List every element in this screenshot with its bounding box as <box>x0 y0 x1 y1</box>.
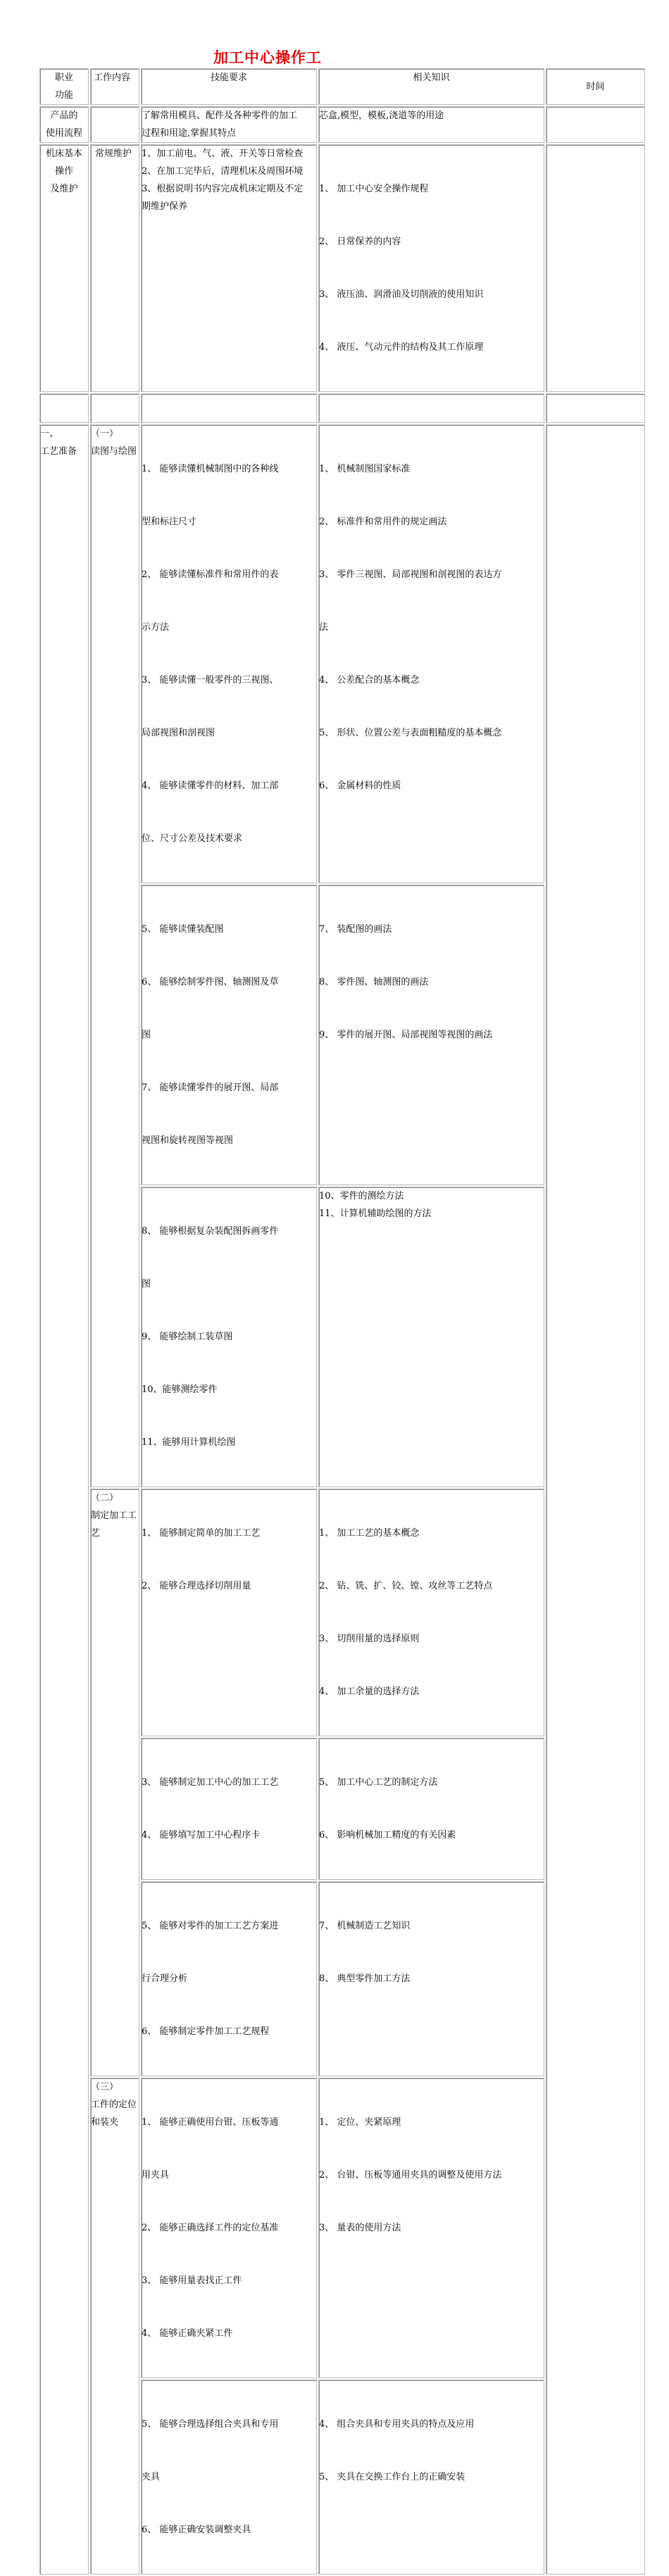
skill-line: 1、 能够正确使用台钳、压板等通 <box>142 2117 279 2128</box>
content-line: 艺 <box>91 1528 101 1539</box>
knowledge-line: 3、 液压油、润滑油及切削液的使用知识 <box>319 289 484 300</box>
knowledge-cell <box>318 106 544 143</box>
skills-cell <box>141 106 317 143</box>
knowledge-cell <box>318 2078 544 2378</box>
knowledge-line: 6、 影响机械加工精度的有关因素 <box>319 1830 456 1841</box>
content-cell <box>90 424 139 1487</box>
skill-line: 局部视图和剖视图 <box>142 728 215 738</box>
content-line: 和装夹 <box>91 2117 119 2128</box>
content-line: 制定加工工 <box>91 1510 137 1521</box>
knowledge-cell <box>318 2380 544 2575</box>
knowledge-line: 2、 台钳、压板等通用夹具的调整及使用方法 <box>319 2170 502 2180</box>
content-line: 读图与绘图 <box>91 446 137 457</box>
knowledge-line: 11、计算机辅助绘图的方法 <box>319 1208 432 1219</box>
skills-cell <box>141 1489 317 1736</box>
knowledge-line: 1、 加工工艺的基本概念 <box>319 1528 420 1539</box>
knowledge-line: 1、 机械制图国家标准 <box>319 464 411 474</box>
skill-line: 8、 能够根据复杂装配图拆画零件 <box>142 1226 279 1237</box>
skills-cell <box>141 1881 317 2076</box>
skill-line: 型和标注尺寸 <box>142 517 197 527</box>
header-function-line1: 职业 <box>54 72 73 83</box>
skill-line: 行合理分析 <box>142 1974 188 1984</box>
knowledge-line: 法 <box>319 622 329 633</box>
function-line: 机床基本 <box>45 149 82 159</box>
skill-line: 示方法 <box>142 622 170 633</box>
skills-cell <box>141 2380 317 2575</box>
skill-line: 1、 能够制定简单的加工工艺 <box>142 1528 261 1539</box>
skill-line: 3、根据说明书内容完成机床定期及不定 <box>142 184 304 194</box>
skills-cell <box>141 885 317 1185</box>
header-knowledge: 相关知识 <box>318 68 544 105</box>
function-line: 工艺准备 <box>40 446 77 457</box>
time-cell <box>546 424 645 2575</box>
skill-line: 3、 能够用量表找正工件 <box>142 2275 242 2286</box>
knowledge-cell <box>318 885 544 1185</box>
function-line: 操作 <box>54 166 73 177</box>
header-row <box>39 68 645 105</box>
knowledge-line: 7、 机械制造工艺知识 <box>319 1921 411 1931</box>
skills-cell <box>141 1187 317 1487</box>
skills-cell <box>141 424 317 883</box>
knowledge-cell <box>318 1881 544 2076</box>
function-cell <box>39 144 89 392</box>
time-cell <box>546 393 645 423</box>
knowledge-cell <box>318 393 544 423</box>
skill-line: 11、能够用计算机绘图 <box>142 1437 236 1448</box>
skill-line: 6、 能够制定零件加工工艺规程 <box>142 2026 270 2037</box>
skill-line: 5、 能够读懂装配图 <box>142 924 224 935</box>
skill-line: 图 <box>142 1279 151 1289</box>
content-line: （一） <box>91 429 119 439</box>
skill-line: 3、 能够制定加工中心的加工工艺 <box>142 1777 279 1788</box>
knowledge-line: 3、 量表的使用方法 <box>319 2223 401 2233</box>
skill-line: 6、 能够绘制零件图、轴测图及草 <box>142 977 279 987</box>
function-cell <box>39 393 89 423</box>
skill-line: 5、 能够对零件的加工工艺方案进 <box>142 1921 279 1931</box>
content-cell <box>90 1489 139 2076</box>
skill-line: 4、 能够填写加工中心程序卡 <box>142 1830 261 1841</box>
function-line: 产品的 <box>50 111 78 121</box>
knowledge-line: 8、 典型零件加工方法 <box>319 1974 411 1984</box>
function-line: 及维护 <box>50 184 78 194</box>
table-row <box>39 424 645 883</box>
function-cell <box>39 106 89 143</box>
knowledge-line: 7、 装配图的画法 <box>319 924 392 935</box>
skill-line: 4、 能够读懂零件的材料、加工部 <box>142 781 279 791</box>
knowledge-line: 3、 切削用量的选择原则 <box>319 1634 420 1644</box>
table-row-empty <box>39 393 645 423</box>
skill-line: 2、 能够读懂标准件和常用件的表 <box>142 569 279 580</box>
function-cell <box>39 424 89 2575</box>
skill-line: 1、 能够读懂机械制图中的各种线 <box>142 464 279 474</box>
content-line: （二） <box>91 1493 119 1503</box>
header-function-line2: 功能 <box>54 90 73 101</box>
content-cell: 常规维护 <box>90 144 139 392</box>
knowledge-cell <box>318 424 544 883</box>
skill-line: 期维护保养 <box>142 201 188 212</box>
skill-line: 了解常用模具、配件及各种零件的加工 <box>142 111 298 121</box>
skill-line: 1、加工前电、气、液、开关等日常检查 <box>142 149 304 159</box>
time-cell <box>546 144 645 392</box>
skill-line: 2、 能够合理选择切削用量 <box>142 1581 251 1591</box>
skill-line: 夹具 <box>142 2472 161 2482</box>
page-title: 加工中心操作工 <box>213 49 322 66</box>
skill-line: 4、 能够正确夹紧工件 <box>142 2328 233 2339</box>
skill-line: 视图和旋转视图等视图 <box>142 1135 234 1146</box>
knowledge-line: 9、 零件的展开图、局部视图等视图的画法 <box>319 1030 493 1040</box>
skill-line: 9、 能够绘制工装草图 <box>142 1332 233 1342</box>
skills-cell <box>141 1738 317 1880</box>
table-row <box>39 144 645 392</box>
skill-line: 位、尺寸公差及技术要求 <box>142 833 243 844</box>
knowledge-line: 3、 零件三视图、局部视图和剖视图的表达方 <box>319 569 502 580</box>
knowledge-line: 5、 形状、位置公差与表面粗糙度的基本概念 <box>319 728 502 738</box>
header-function <box>39 68 89 105</box>
knowledge-line: 2、 钻、铣、扩、铰、镗、攻丝等工艺特点 <box>319 1581 493 1591</box>
skill-line: 6、 能够正确安装调整夹具 <box>142 2525 251 2535</box>
content-cell <box>90 393 139 423</box>
skill-line: 2、 能够正确选择工件的定位基准 <box>142 2223 279 2233</box>
table-row <box>39 106 645 143</box>
skills-cell <box>141 144 317 392</box>
knowledge-cell <box>318 1489 544 1736</box>
skill-line: 2、在加工完毕后，清理机床及周围环境 <box>142 166 304 177</box>
header-work-content: 工作内容 <box>90 68 139 105</box>
skill-line: 5、 能够合理选择组合夹具和专用 <box>142 2419 279 2430</box>
skill-line: 3、 能够读懂一般零件的三视图、 <box>142 675 279 686</box>
content-cell <box>90 106 139 143</box>
knowledge-line: 5、 夹具在交换工作台上的正确安装 <box>319 2472 465 2482</box>
skill-line: 图 <box>142 1030 151 1040</box>
skill-line: 用夹具 <box>142 2170 170 2180</box>
skill-line: 10、能够测绘零件 <box>142 1384 218 1395</box>
knowledge-line: 1、 定位、夹紧原理 <box>319 2117 401 2128</box>
knowledge-line: 4、 加工余量的选择方法 <box>319 1686 420 1697</box>
knowledge-line: 10、零件的测绘方法 <box>319 1191 404 1201</box>
content-cell <box>90 2078 139 2575</box>
knowledge-line: 6、 金属材料的性质 <box>319 781 401 791</box>
knowledge-line: 2、 日常保养的内容 <box>319 236 401 247</box>
skills-cell <box>141 393 317 423</box>
skills-cell <box>141 2078 317 2378</box>
knowledge-cell <box>318 1738 544 1880</box>
header-time: 时间 <box>546 68 645 105</box>
knowledge-line: 4、 组合夹具和专用夹具的特点及应用 <box>319 2419 475 2430</box>
function-line: 使用流程 <box>45 128 82 139</box>
occupation-standard-table <box>38 67 646 2576</box>
knowledge-cell <box>318 1187 544 1487</box>
content-line: （三） <box>91 2082 119 2092</box>
header-skills: 技能要求 <box>141 68 317 105</box>
knowledge-line: 8、 零件图、轴测图的画法 <box>319 977 429 987</box>
knowledge-line: 1、 加工中心安全操作规程 <box>319 184 429 194</box>
knowledge-line: 4、 液压、气动元件的结构及其工作原理 <box>319 342 484 353</box>
time-cell <box>546 106 645 143</box>
skill-line: 过程和用途,掌握其特点 <box>142 128 237 139</box>
knowledge-line: 2、 标准件和常用件的规定画法 <box>319 517 447 527</box>
skill-line: 7、 能够读懂零件的展开图、局部 <box>142 1082 279 1093</box>
function-line: 一、 <box>40 429 59 439</box>
knowledge-line: 4、 公差配合的基本概念 <box>319 675 420 686</box>
content-line: 工件的定位 <box>91 2100 137 2110</box>
knowledge-line: 5、 加工中心工艺的制定方法 <box>319 1777 438 1788</box>
knowledge-cell <box>318 144 544 392</box>
knowledge-line: 芯盒,模型，模板,浇道等的用途 <box>319 111 444 121</box>
